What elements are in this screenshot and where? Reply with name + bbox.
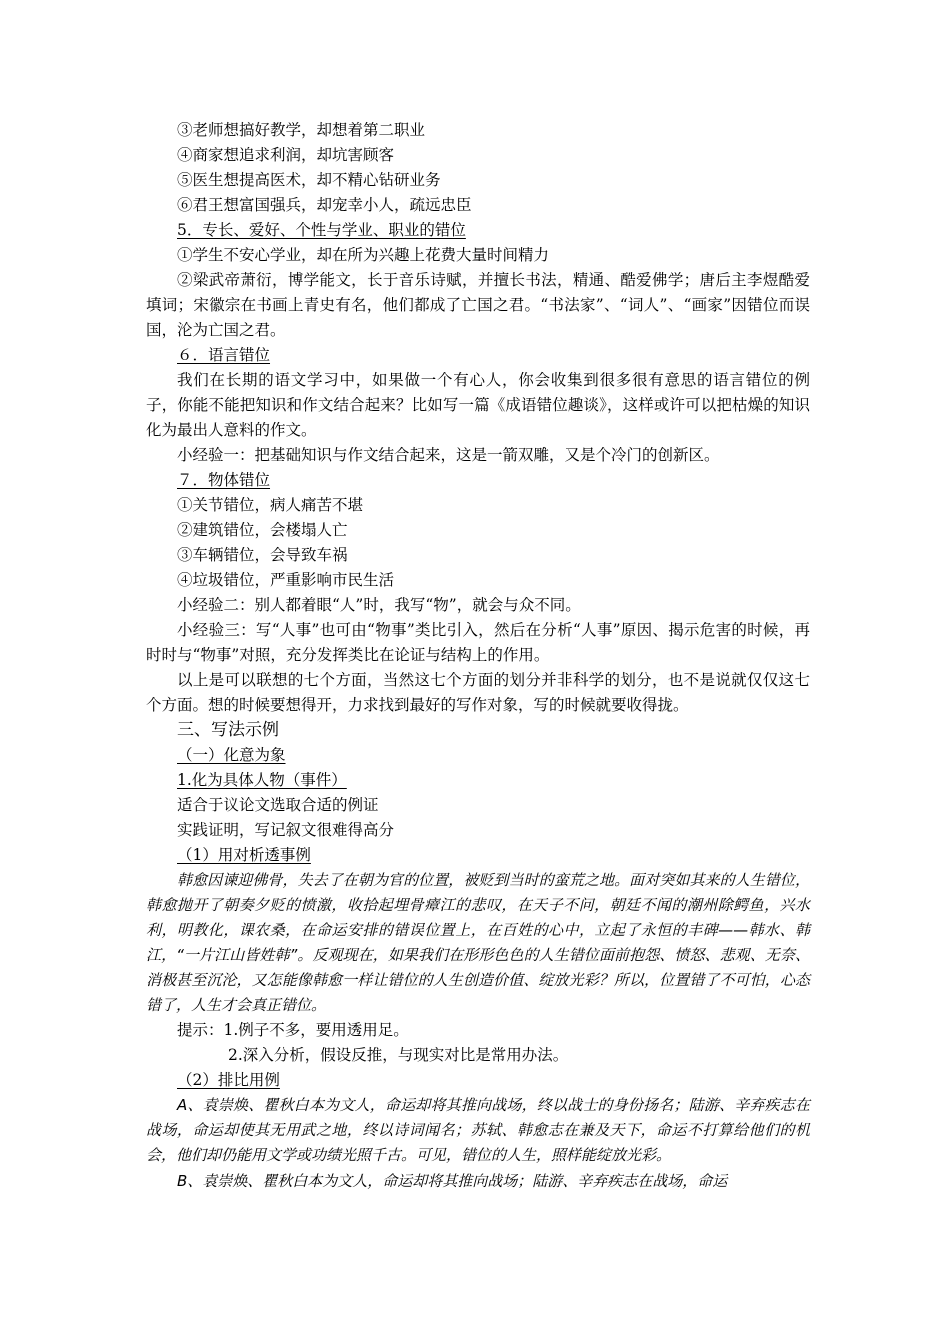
paragraph: 小经验一：把基础知识与作文结合起来，这是一箭双雕，又是个冷门的创新区。	[177, 446, 720, 464]
tip-line: 2.深入分析，假设反推，与现实对比是常用办法。	[228, 1046, 569, 1064]
case-heading-text: （2）排比用例	[177, 1071, 280, 1089]
list-item: 实践证明，写记叙文很难得高分	[177, 821, 395, 839]
paragraph: 以上是可以联想的七个方面，当然这七个方面的划分并非科学的划分，也不是说就仅仅这七个方面。想的时候要想得开，力求找到最好的写作对象，写的时候就要收得拢。	[146, 671, 810, 714]
list-item: ④商家想追求利润，却坑害顾客	[177, 146, 395, 164]
section-heading-6-text: ６．语言错位	[177, 346, 271, 364]
list-item: ⑥君王想富国强兵，却宠幸小人，疏远忠臣	[177, 196, 472, 214]
list-item: ③车辆错位，会导致车祸	[177, 546, 348, 564]
list-item: ④垃圾错位，严重影响市民生活	[177, 571, 395, 589]
paragraph: ②梁武帝萧衍，博学能文，长于音乐诗赋，并擅长书法，精通、酷爱佛学；唐后主李煜酷爱填词；宋徽宗在书画上青史有名，他们都成了亡国之君。“书法家”、“词人”、“画家”因错位而误国，沦为亡国之君。	[146, 271, 810, 339]
example-paragraph: A、袁崇焕、瞿秋白本为文人，命运却将其推向战场，终以战士的身份扬名；陆游、辛弃疾志在战场，命运却使其无用武之地，终以诗词闻名；苏轼、韩愈志在兼及天下，命运不打算给他们的机会，他们却仍能用文学或功绩光照千古。可见，错位的人生，照样能绽放光彩。	[146, 1096, 810, 1164]
case-heading-text: （1）用对析透事例	[177, 846, 311, 864]
example-paragraph: B、袁崇焕、瞿秋白本为文人，命运却将其推向战场；陆游、辛弃疾志在战场，命运	[177, 1172, 728, 1190]
section-heading-5	[146, 218, 810, 243]
document-body	[146, 118, 810, 1194]
example-paragraph: 韩愈因谏迎佛骨，失去了在朝为官的位置，被贬到当时的蛮荒之地。面对突如其来的人生错位，韩愈抛开了朝奏夕贬的愤激，收拾起埋骨瘴江的悲叹，在天子不问，朝廷不闻的潮州除鳄鱼，兴水利，明教化，课农桑，在命运安排的错误位置上，在百姓的心中，立起了永恒的丰碑——韩水、韩江，“一片江山皆姓韩”。反观现在，如果我们在形形色色的人生错位面前抱怨、愤怒、悲观、无奈、消极甚至沉沦，又怎能像韩愈一样让错位的人生创造价值、绽放光彩？所以，位置错了不可怕，心态错了，人生才会真正错位。	[146, 871, 810, 1014]
subsection-heading	[146, 743, 810, 768]
paragraph: 小经验二：别人都着眼“人”时，我写“物”，就会与众不同。	[177, 596, 581, 614]
item-heading-text: 1.化为具体人物（事件）	[177, 771, 347, 789]
list-item: ①关节错位，病人痛苦不堪	[177, 496, 364, 514]
list-item: 适合于议论文选取合适的例证	[177, 796, 379, 814]
section-heading-5-text: 5．专长、爱好、个性与学业、职业的错位	[177, 221, 466, 239]
item-heading	[146, 768, 810, 793]
case-heading	[146, 1068, 810, 1093]
section-heading-7	[146, 468, 810, 493]
section-heading-7-text: ７．物体错位	[177, 471, 271, 489]
tip-line: 提示：1.例子不多，要用透用足。	[177, 1021, 409, 1039]
subsection-heading-text: （一）化意为象	[177, 746, 286, 764]
list-item: ③老师想搞好教学，却想着第二职业	[177, 121, 426, 139]
paragraph: 我们在长期的语文学习中，如果做一个有心人，你会收集到很多很有意思的语言错位的例子，你能不能把知识和作文结合起来？比如写一篇《成语错位趣谈》，这样或许可以把枯燥的知识化为最出人意料的作文。	[146, 371, 810, 439]
list-item: ⑤医生想提高医术，却不精心钻研业务	[177, 171, 441, 189]
list-item: ①学生不安心学业，却在所为兴趣上花费大量时间精力	[177, 246, 550, 264]
section-heading-6	[146, 343, 810, 368]
section-heading-3: 三、写法示例	[177, 720, 279, 740]
paragraph: 小经验三：写“人事”也可由“物事”类比引入，然后在分析“人事”原因、揭示危害的时候，再时时与“物事”对照，充分发挥类比在论证与结构上的作用。	[146, 621, 810, 664]
list-item: ②建筑错位，会楼塌人亡	[177, 521, 348, 539]
case-heading	[146, 843, 810, 868]
